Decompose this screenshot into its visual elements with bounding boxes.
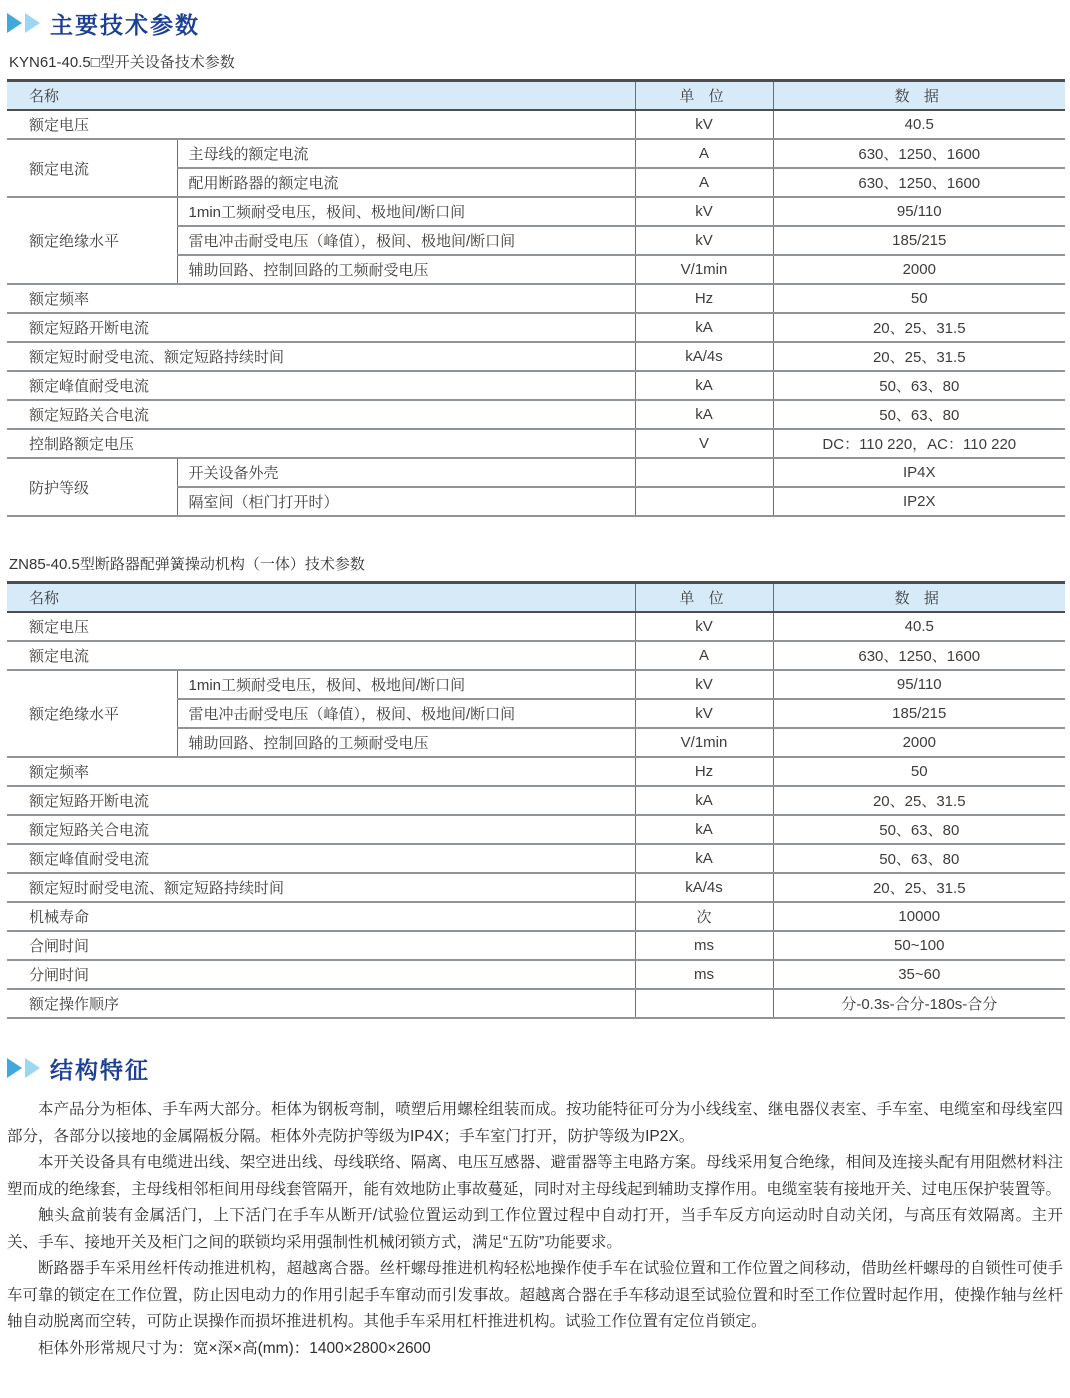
row-name: 1min工频耐受电压，极间、极地间/断口间 bbox=[177, 670, 635, 699]
row-data: 20、25、31.5 bbox=[773, 873, 1065, 902]
row-group-label: 防护等级 bbox=[7, 458, 177, 516]
row-name: 机械寿命 bbox=[7, 902, 635, 931]
row-data: 630、1250、1600 bbox=[773, 641, 1065, 670]
row-data: 2000 bbox=[773, 255, 1065, 284]
row-unit: Hz bbox=[635, 284, 773, 313]
row-data: 20、25、31.5 bbox=[773, 313, 1065, 342]
row-unit: kA bbox=[635, 400, 773, 429]
table-row bbox=[7, 670, 1065, 699]
section-title-main-params: 主要技术参数 bbox=[50, 11, 200, 38]
row-unit bbox=[635, 458, 773, 487]
row-name: 额定短路开断电流 bbox=[7, 786, 635, 815]
row-data: IP2X bbox=[773, 487, 1065, 516]
table-row bbox=[7, 815, 1065, 844]
row-group-label: 额定绝缘水平 bbox=[7, 670, 177, 757]
section-title-structure: 结构特征 bbox=[50, 1056, 150, 1083]
column-header-name: 名称 bbox=[7, 81, 635, 111]
row-unit: kV bbox=[635, 612, 773, 641]
row-name: 配用断路器的额定电流 bbox=[177, 168, 635, 197]
row-data: 50、63、80 bbox=[773, 815, 1065, 844]
row-data: 95/110 bbox=[773, 670, 1065, 699]
paragraph: 触头盒前装有金属活门，上下活门在手车从断开/试验位置运动到工作位置过程中自动打开，当手车反方向运动时自动关闭，与高压有效隔离。主开关、手车、接地开关及柜门之间的联锁均采用强制性机械闭锁方式，满足“五防”功能要求。 bbox=[7, 1207, 1063, 1251]
row-unit: ms bbox=[635, 931, 773, 960]
row-data: 185/215 bbox=[773, 226, 1065, 255]
row-unit: 次 bbox=[635, 902, 773, 931]
row-unit bbox=[635, 487, 773, 516]
row-data: 10000 bbox=[773, 902, 1065, 931]
row-data: 40.5 bbox=[773, 110, 1065, 139]
row-name: 辅助回路、控制回路的工频耐受电压 bbox=[177, 255, 635, 284]
row-unit bbox=[635, 989, 773, 1018]
row-group-label: 额定电流 bbox=[7, 139, 177, 197]
table-row bbox=[7, 902, 1065, 931]
row-name: 1min工频耐受电压，极间、极地间/断口间 bbox=[177, 197, 635, 226]
table-row bbox=[7, 612, 1065, 641]
row-unit: A bbox=[635, 641, 773, 670]
arrow-right-icon bbox=[7, 13, 22, 33]
row-data: 2000 bbox=[773, 728, 1065, 757]
row-unit: A bbox=[635, 139, 773, 168]
row-name: 额定短路关合电流 bbox=[7, 815, 635, 844]
table-row bbox=[7, 844, 1065, 873]
row-data: 95/110 bbox=[773, 197, 1065, 226]
row-data: DC：110 220，AC：110 220 bbox=[773, 429, 1065, 458]
row-unit: kV bbox=[635, 670, 773, 699]
table-row bbox=[7, 641, 1065, 670]
row-name: 额定电压 bbox=[7, 612, 635, 641]
row-data: 20、25、31.5 bbox=[773, 342, 1065, 371]
table-row bbox=[7, 786, 1065, 815]
row-name: 额定短时耐受电流、额定短路持续时间 bbox=[7, 873, 635, 902]
row-unit: A bbox=[635, 168, 773, 197]
row-unit: kV bbox=[635, 699, 773, 728]
row-unit: kA/4s bbox=[635, 873, 773, 902]
column-header-unit: 单 位 bbox=[635, 81, 773, 111]
row-name: 辅助回路、控制回路的工频耐受电压 bbox=[177, 728, 635, 757]
row-name: 控制路额定电压 bbox=[7, 429, 635, 458]
row-name: 额定峰值耐受电流 bbox=[7, 844, 635, 873]
table-zn85-params bbox=[7, 581, 1065, 1019]
row-unit: kA bbox=[635, 371, 773, 400]
row-data: 185/215 bbox=[773, 699, 1065, 728]
section-header-structure bbox=[7, 1053, 1063, 1083]
table-row bbox=[7, 873, 1065, 902]
row-name: 额定短路开断电流 bbox=[7, 313, 635, 342]
column-header-data: 数 据 bbox=[773, 81, 1065, 111]
row-data: 630、1250、1600 bbox=[773, 139, 1065, 168]
row-name: 额定电流 bbox=[7, 641, 635, 670]
row-name: 开关设备外壳 bbox=[177, 458, 635, 487]
table2-caption: ZN85-40.5型断路器配弹簧操动机构（一体）技术参数 bbox=[9, 556, 365, 573]
row-name: 额定峰值耐受电流 bbox=[7, 371, 635, 400]
row-name: 额定频率 bbox=[7, 757, 635, 786]
table-row bbox=[7, 139, 1065, 168]
row-data: 630、1250、1600 bbox=[773, 168, 1065, 197]
row-data: 50 bbox=[773, 757, 1065, 786]
row-data: 40.5 bbox=[773, 612, 1065, 641]
row-data: 分-0.3s-合分-180s-合分 bbox=[773, 989, 1065, 1018]
row-unit: kV bbox=[635, 110, 773, 139]
table-row bbox=[7, 960, 1065, 989]
arrow-right-icon bbox=[25, 13, 40, 33]
row-name: 分闸时间 bbox=[7, 960, 635, 989]
cabinet-dimensions-line: 柜体外形常规尺寸为：宽×深×高(mm)：1400×2800×2600 bbox=[38, 1339, 431, 1357]
row-name: 雷电冲击耐受电压（峰值），极间、极地间/断口间 bbox=[177, 226, 635, 255]
table-row bbox=[7, 284, 1065, 313]
table1-caption: KYN61-40.5□型开关设备技术参数 bbox=[9, 54, 235, 71]
row-name: 主母线的额定电流 bbox=[177, 139, 635, 168]
row-data: 50 bbox=[773, 284, 1065, 313]
row-name: 额定短时耐受电流、额定短路持续时间 bbox=[7, 342, 635, 371]
row-unit: kA bbox=[635, 815, 773, 844]
column-header-name: 名称 bbox=[7, 583, 635, 613]
row-name: 额定短路关合电流 bbox=[7, 400, 635, 429]
row-data: 50~100 bbox=[773, 931, 1065, 960]
row-name: 额定频率 bbox=[7, 284, 635, 313]
table-row bbox=[7, 757, 1065, 786]
table-header-row bbox=[7, 81, 1065, 111]
row-data: 35~60 bbox=[773, 960, 1065, 989]
structure-features-text bbox=[7, 1097, 1063, 1362]
column-header-data: 数 据 bbox=[773, 583, 1065, 613]
row-name: 额定操作顺序 bbox=[7, 989, 635, 1018]
paragraph: 本开关设备具有电缆进出线、架空进出线、母线联络、隔离、电压互感器、避雷器等主电路方案。母线采用复合绝缘，相间及连接头配有用阻燃材料注塑而成的绝缘套，主母线相邻柜间用母线套管隔开，能有效地防止事故蔓延，同时对主母线起到辅助支撑作用。电缆室装有接地开关、过电压保护装置等。 bbox=[7, 1154, 1063, 1198]
table-row bbox=[7, 429, 1065, 458]
paragraph: 断路器手车采用丝杆传动推进机构，超越离合器。丝杆螺母推进机构轻松地操作使手车在试验位置和工作位置之间移动，借助丝杆螺母的自锁性可使手车可靠的锁定在工作位置，防止因电动力的作用引起手车窜动而引发事故。超越离合器在手车移动退至试验位置和时至工作位置时起作用，使操作轴与丝杆轴自动脱离而空转，可防止误操作而损坏推进机构。其他手车采用杠杆推进机构。试验工作位置有定位肖锁定。 bbox=[7, 1260, 1063, 1330]
row-unit: V/1min bbox=[635, 728, 773, 757]
row-data: IP4X bbox=[773, 458, 1065, 487]
row-unit: kA bbox=[635, 313, 773, 342]
row-unit: kA bbox=[635, 786, 773, 815]
row-unit: V/1min bbox=[635, 255, 773, 284]
table-row bbox=[7, 197, 1065, 226]
arrow-right-icon bbox=[25, 1058, 40, 1078]
arrow-right-icon bbox=[7, 1058, 22, 1078]
paragraph: 本产品分为柜体、手车两大部分。柜体为钢板弯制，喷塑后用螺栓组装而成。按功能特征可分为小线线室、继电器仪表室、手车室、电缆室和母线室四部分，各部分以接地的金属隔板分隔。柜体外壳防护等级为IP4X；手车室门打开，防护等级为IP2X。 bbox=[7, 1101, 1063, 1145]
section-header-main-params bbox=[7, 8, 1063, 38]
table-row bbox=[7, 458, 1065, 487]
row-unit: kA bbox=[635, 844, 773, 873]
table-row bbox=[7, 313, 1065, 342]
row-unit: kV bbox=[635, 197, 773, 226]
table-kyn61-params bbox=[7, 79, 1065, 517]
table-row bbox=[7, 342, 1065, 371]
column-header-unit: 单 位 bbox=[635, 583, 773, 613]
row-data: 20、25、31.5 bbox=[773, 786, 1065, 815]
row-name: 合闸时间 bbox=[7, 931, 635, 960]
table-row bbox=[7, 400, 1065, 429]
table-row bbox=[7, 371, 1065, 400]
table-row bbox=[7, 931, 1065, 960]
row-unit: Hz bbox=[635, 757, 773, 786]
row-data: 50、63、80 bbox=[773, 400, 1065, 429]
row-data: 50、63、80 bbox=[773, 371, 1065, 400]
row-unit: kV bbox=[635, 226, 773, 255]
row-name: 额定电压 bbox=[7, 110, 635, 139]
table-row bbox=[7, 110, 1065, 139]
table-header-row bbox=[7, 583, 1065, 613]
row-unit: kA/4s bbox=[635, 342, 773, 371]
row-name: 隔室间（柜门打开时） bbox=[177, 487, 635, 516]
row-unit: V bbox=[635, 429, 773, 458]
row-group-label: 额定绝缘水平 bbox=[7, 197, 177, 284]
table-row bbox=[7, 989, 1065, 1018]
row-data: 50、63、80 bbox=[773, 844, 1065, 873]
row-unit: ms bbox=[635, 960, 773, 989]
row-name: 雷电冲击耐受电压（峰值），极间、极地间/断口间 bbox=[177, 699, 635, 728]
